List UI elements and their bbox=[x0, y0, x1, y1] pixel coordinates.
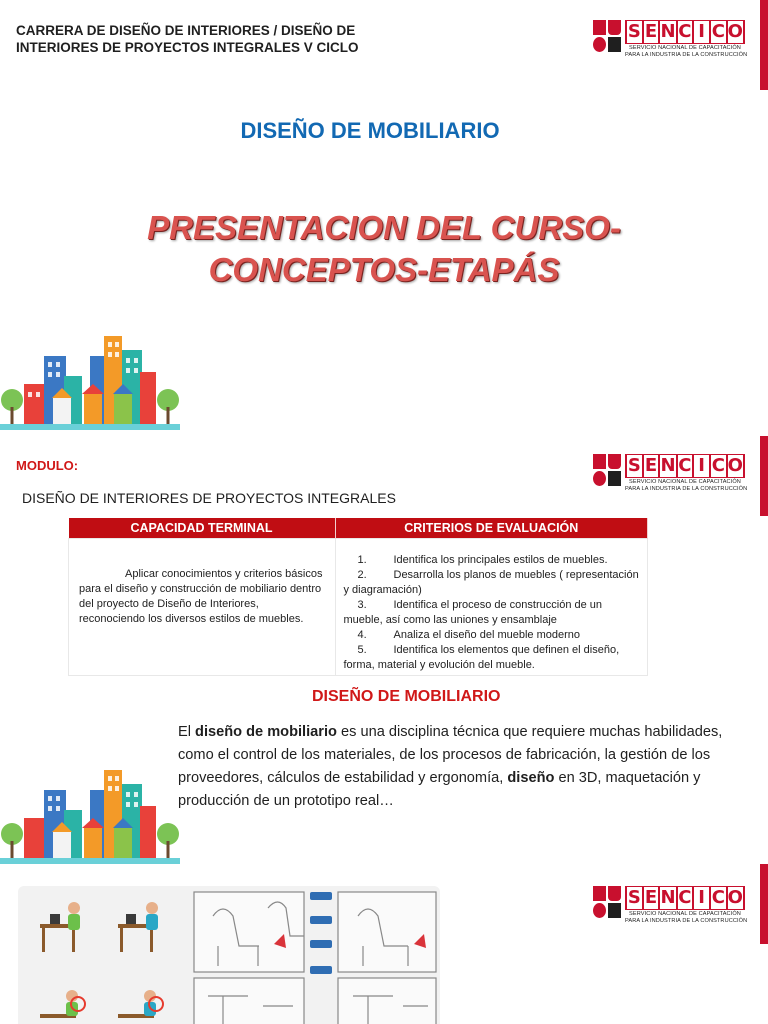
capacidad-text: Aplicar conocimientos y criterios básicos para el diseño y construcción de mobiliario dentro del proyecto de Diseño de Interiores, reconociendo los diversos estilos de muebles. bbox=[79, 568, 323, 625]
header-capacidad: CAPACIDAD TERMINAL bbox=[69, 518, 336, 539]
presentation-title-line2: CONCEPTOS-ETAPÁS bbox=[208, 251, 560, 288]
slide-3 bbox=[0, 864, 768, 1024]
slide-2 bbox=[0, 436, 768, 864]
criterio-item: 5. Identifica los elementos que definen el diseño, forma, material y evolución del mueble. bbox=[343, 644, 620, 671]
logo-wordmark: S E N C I C O bbox=[625, 886, 745, 910]
criterio-item: 2. Desarrolla los planos de muebles ( representación y diagramación) bbox=[343, 569, 639, 596]
red-edge-bar bbox=[760, 0, 768, 90]
red-edge-bar bbox=[760, 436, 768, 516]
logo-wordmark: S E N C I C O bbox=[625, 20, 745, 44]
presentation-title-line1: PRESENTACION DEL CURSO- bbox=[147, 209, 621, 246]
logo-subtitle: SERVICIO NACIONAL DE CAPACITACIÓN PARA LA INDUSTRIA DE LA CONSTRUCCIÓN bbox=[625, 911, 748, 924]
evaluation-table bbox=[68, 518, 648, 676]
city-illustration bbox=[0, 766, 180, 864]
ergonomics-illustration bbox=[18, 886, 440, 1024]
logo-subtitle: SERVICIO NACIONAL DE CAPACITACIÓN PARA LA INDUSTRIA DE LA CONSTRUCCIÓN bbox=[625, 45, 748, 58]
slide-title: DISEÑO DE MOBILIARIO bbox=[240, 118, 500, 143]
module-name: DISEÑO DE INTERIORES DE PROYECTOS INTEGRALES bbox=[22, 490, 396, 506]
section-title: DISEÑO DE MOBILIARIO bbox=[312, 688, 501, 705]
logo-wordmark: S E N C I C O bbox=[625, 454, 745, 478]
slide-1 bbox=[0, 0, 768, 436]
capacidad-cell bbox=[69, 539, 336, 676]
criterio-item: 3. Identifica el proceso de construcción de un mueble, así como las uniones y ensamblaje bbox=[343, 599, 603, 626]
sencico-logo bbox=[593, 454, 748, 500]
sencico-logo bbox=[593, 20, 748, 66]
modulo-label: MODULO: bbox=[16, 458, 79, 473]
city-illustration bbox=[0, 332, 180, 432]
criterios-list bbox=[344, 553, 640, 673]
ergonomics-image bbox=[18, 886, 440, 1024]
criterio-item: 4. Analiza el diseño del mueble moderno bbox=[357, 629, 581, 641]
course-header: CARRERA DE DISEÑO DE INTERIORES / DISEÑO DE INTERIORES DE PROYECTOS INTEGRALES V CICLO bbox=[16, 23, 359, 55]
red-edge-bar bbox=[760, 864, 768, 944]
logo-icons bbox=[593, 20, 623, 54]
header-criterios: CRITERIOS DE EVALUACIÓN bbox=[335, 518, 648, 539]
sencico-logo bbox=[593, 886, 748, 932]
logo-icons bbox=[593, 454, 623, 488]
criterio-item: 1. Identifica los principales estilos de muebles. bbox=[357, 554, 608, 566]
logo-subtitle: SERVICIO NACIONAL DE CAPACITACIÓN PARA LA INDUSTRIA DE LA CONSTRUCCIÓN bbox=[625, 479, 748, 492]
description-paragraph: El diseño de mobiliario es una disciplina técnica que requiere muchas habilidades, como el control de los materiales, de los procesos de fabricación, la gestión de los proveedores, cálculos de estabilidad y ergonomía, diseño en 3D, maquetación y producción de un prototipo real… bbox=[178, 724, 723, 809]
criterios-cell bbox=[335, 539, 648, 676]
logo-icons bbox=[593, 886, 623, 920]
